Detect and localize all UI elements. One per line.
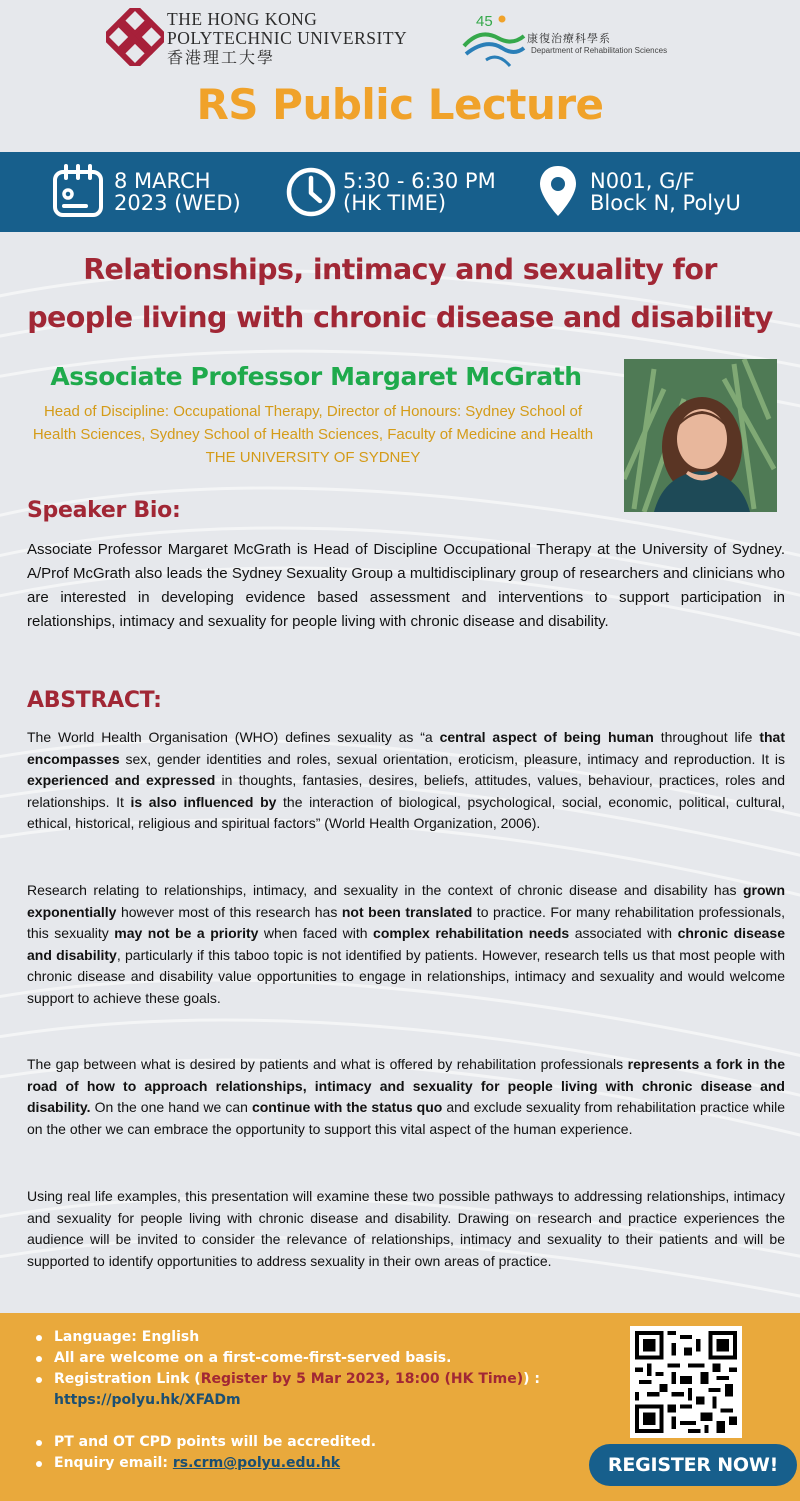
university-name-zh: 香港理工大學 [167,48,276,67]
abstract-p2-t1: Research relating to relationships, intimacy, and sexuality in the context of chronic disease and disability has [27,882,743,898]
header [0,0,800,80]
event-time-line2: (HK TIME) [343,191,447,215]
registration-prefix: Registration Link ( [54,1371,201,1387]
speaker-affiliation [6,400,620,469]
language-info: Language: English [34,1327,540,1348]
clock-icon [285,164,337,218]
abstract-paragraph-1 [27,727,785,835]
abstract-p1-t5: the interaction of biological, psychological, social, economic, political, cultural, ethical, historical, religious and spiritual factors” (World Health Organization, 2006). [27,793,785,832]
abstract-p3-t2: On the one hand we can [90,1099,252,1116]
event-info-bar [0,152,800,232]
welcome-info: All are welcome on a first-come-first-served basis. [34,1348,540,1369]
registration-suffix: ) : [523,1371,541,1387]
abstract-p3-t3: and exclude sexuality from rehabilitation practice while on the other we can embrace the opportunity to support this vital aspect of the human experience. [27,1099,785,1137]
enquiry-info [34,1453,540,1474]
event-date-line1: 8 MARCH [114,169,211,193]
speaker-portrait-icon [624,359,777,512]
abstract-p3-b2: continue with the status quo [251,1099,443,1116]
event-venue-line2: Block N, PolyU [590,191,741,215]
talk-title-line1: Relationships, intimacy and sexuality for [83,253,717,286]
event-date-line2: 2023 (WED) [114,191,241,215]
abstract-p2-b3: may not be a priority [114,925,259,942]
abstract-p1-t3: sex, gender identities and roles, sexual orientation, eroticism, pleasure, intimacy and reproduction. It is [119,750,785,767]
talk-title [0,246,800,342]
speaker-bio-heading: Speaker Bio: [27,498,181,523]
speaker-bio-text: Associate Professor Margaret McGrath is Head of Discipline Occupational Therapy at the University of Sydney. A/Prof McGrath also leads the Sydney Sexuality Group a multidisciplinary group of researchers and clinicians who are interested in developing evidence based assessment and interventions to support participation in relationships, intimacy and sexuality for people living with chronic disease and disability. [27,541,785,630]
speaker-affiliation-line3: THE UNIVERSITY OF SYDNEY [205,449,421,466]
registration-info [34,1369,540,1411]
department-name-en: Department of Rehabilitation Sciences [531,46,668,55]
abstract-p1-t4: in thoughts, fantasies, desires, beliefs, attitudes, values, behaviour, practices, roles and relationships. It [27,772,785,810]
abstract-p3-b1: represents a fork in the road of how to approach relationships, intimacy and sexuality for people living with chronic disease and disability. [27,1056,785,1116]
polyu-logo-icon [106,8,164,66]
abstract-p2-t4: when faced with [258,925,374,942]
abstract-p1-b1: central aspect of being human [439,729,654,745]
location-pin-icon [538,164,578,218]
talk-title-line2: people living with chronic disease and disability [27,301,773,334]
abstract-p2-b1: grown exponentially [27,882,785,920]
university-name-line1: THE HONG KONG [167,9,318,29]
enquiry-email-link[interactable]: rs.crm@polyu.edu.hk [172,1455,341,1471]
abstract-paragraph-4: Using real life examples, this presentation will examine these two possible pathways to addressing relationships, intimacy and sexuality for people living with chronic disease and disability. Drawing on research and practice experiences the audience will be invited to consider the relevance of relationships, intimacy and sexuality to their patients and will be supported to identify opportunities to address sexuality in their own areas of practice. [27,1188,785,1269]
registration-qr-code[interactable] [630,1326,742,1438]
abstract-p1-b3: experienced and expressed [27,772,216,789]
anniversary-number: 45 [476,13,493,30]
speaker-affiliation-line1: Head of Discipline: Occupational Therapy, Director of Honours: Sydney School of [43,403,583,420]
abstract-p2-b2: not been translated [341,903,473,920]
rs-department-logo-icon [458,8,528,70]
abstract-p2-t6: , particularly if this taboo topic is not identified by patients. However, research tells us that most people with chronic disease and disability value opportunities to engage in relationships, intimacy and sexuality and would welcome support to achieve these goals. [27,946,785,1006]
cpd-info: PT and OT CPD points will be accredited. [34,1432,540,1453]
abstract-paragraph-3 [27,1054,785,1140]
abstract-heading: ABSTRACT: [27,688,162,713]
event-venue [538,162,788,222]
abstract-p2-b5: chronic disease and disability [27,925,786,963]
event-time-line1: 5:30 - 6:30 PM [343,169,496,193]
abstract-p2-t3: to practice. For many rehabilitation professionals, this sexuality [27,903,785,942]
event-venue-line1: N001, G/F [590,169,695,193]
calendar-icon [52,164,104,218]
event-time [285,162,515,222]
abstract-p2-t2: however most of this research has [116,903,342,920]
enquiry-prefix: Enquiry email: [54,1455,173,1471]
abstract-p1-t2: throughout life [653,729,760,745]
lecture-series-title: RS Public Lecture [196,80,604,129]
abstract-paragraph-2 [27,880,785,1010]
abstract-p2-t5: associated with [569,925,678,942]
qr-code-icon [635,1331,737,1433]
registration-deadline: Register by 5 Mar 2023, 18:00 (HK Time) [200,1371,524,1387]
footer-info-panel [0,1313,800,1501]
abstract-p2-b4: complex rehabilitation needs [373,925,570,942]
abstract-p1-b2: that encompasses [27,729,786,767]
speaker-affiliation-line2: Health Sciences, Sydney School of Health Sciences, Faculty of Medicine and Health [32,426,594,443]
abstract-p3-t1: The gap between what is desired by patients and what is offered by rehabilitation professionals [27,1056,628,1072]
university-name [167,10,407,68]
university-name-line2: POLYTECHNIC UNIVERSITY [167,28,408,48]
abstract-p1-t1: The World Health Organisation (WHO) defines sexuality as “a [27,729,440,745]
event-date [52,162,252,222]
event-details-list [34,1327,540,1474]
registration-link[interactable]: https://polyu.hk/XFADm [54,1392,241,1408]
register-now-button[interactable]: REGISTER NOW! [589,1444,797,1486]
department-name-zh: 康復治療科學系 [527,32,611,45]
speaker-photo [624,359,777,512]
speaker-name: Associate Professor Margaret McGrath [50,362,582,391]
abstract-p1-b4: is also influenced by [130,793,277,810]
